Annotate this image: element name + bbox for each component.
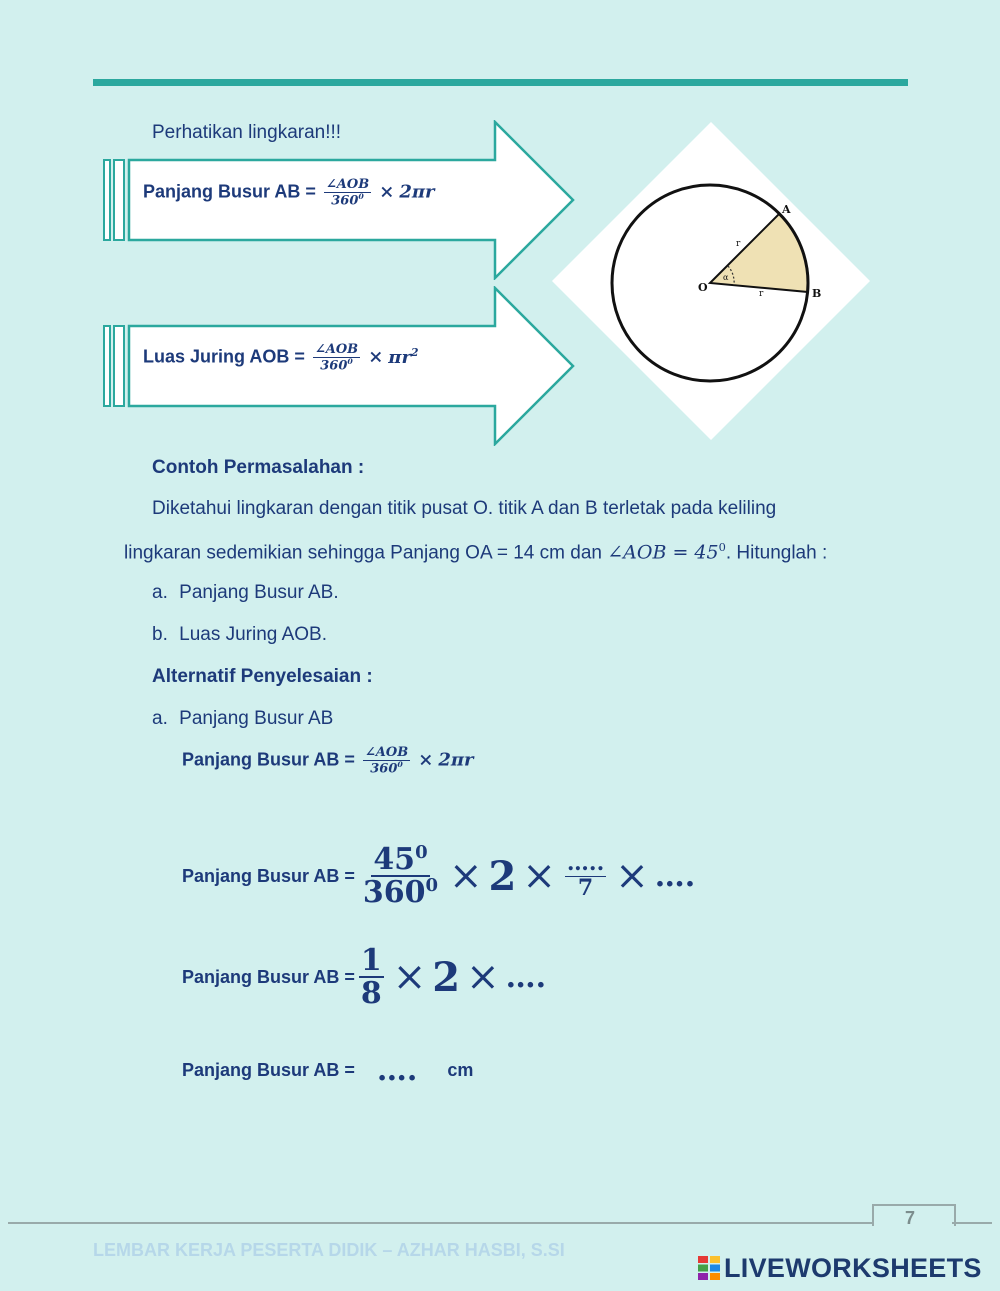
formula-busur-tail: 2πr (399, 181, 435, 203)
label-a: A (782, 203, 791, 216)
step-2-num: 45 (373, 841, 416, 877)
step-2-frac-num[interactable]: ….. (566, 850, 605, 877)
step-2-two: 2 (488, 852, 517, 900)
label-alpha: α (723, 273, 729, 282)
problem-line-2-post: . Hitunglah : (725, 542, 828, 564)
step-3-label: Panjang Busur AB = (182, 966, 355, 987)
example-heading: Contoh Permasalahan : (152, 457, 365, 478)
formula-busur-den: 360 (331, 192, 359, 208)
step-2-frac-den: 7 (577, 874, 594, 901)
step-1-times: × (418, 749, 434, 771)
step-4-label: Panjang Busur AB = (182, 1060, 355, 1080)
formula-juring-tail: πr (388, 346, 411, 368)
liveworksheets-logo-text: LIVEWORKSHEETS (724, 1253, 982, 1283)
step-2-times-2: × (522, 853, 556, 899)
solution-a-marker: a. (152, 708, 168, 729)
footer-line (8, 1222, 872, 1224)
step-1-den: 360 (370, 760, 398, 776)
formula-busur (143, 178, 435, 208)
solution-step-2 (182, 826, 695, 926)
solution-step-1 (182, 746, 474, 776)
formula-busur-num: ∠AOB (325, 177, 370, 192)
solution-step-3 (182, 932, 546, 1022)
label-o: O (698, 281, 708, 294)
formula-juring-times: × (368, 346, 384, 368)
step-3-blank[interactable]: …. (505, 959, 547, 995)
liveworksheets-badge-icon (698, 1256, 720, 1280)
step-4-blank[interactable]: …. (376, 1053, 418, 1088)
problem-line-2-pre: lingkaran sedemikian sehingga Panjang OA = 14 cm dan (124, 542, 608, 564)
step-3-times-1: × (392, 954, 427, 1000)
step-3-two: 2 (432, 953, 461, 1001)
step-1-den-exp: 0 (397, 759, 403, 769)
question-a-marker: a. (152, 582, 168, 603)
formula-juring-num: ∠AOB (314, 342, 359, 357)
question-b (152, 624, 327, 646)
footer-text: LEMBAR KERJA PESERTA DIDIK – AZHAR HASBI, S.SI (93, 1240, 565, 1260)
step-1-tail: 2πr (438, 749, 474, 771)
solution-a-text: Panjang Busur AB (179, 708, 334, 729)
step-2-label: Panjang Busur AB = (182, 865, 355, 886)
formula-busur-times: × (379, 181, 395, 203)
step-2-times-3: × (615, 853, 649, 899)
label-r-lower: r (759, 289, 764, 299)
step-2-times-1: × (449, 853, 483, 899)
step-4-unit: cm (447, 1060, 474, 1080)
formula-juring (143, 343, 418, 373)
page-number-line (952, 1222, 992, 1224)
question-b-text: Luas Juring AOB. (179, 624, 328, 645)
step-1-num: ∠AOB (364, 745, 409, 760)
step-3-times-2: × (466, 954, 500, 1000)
solution-a (152, 708, 333, 730)
question-b-marker: b. (152, 624, 168, 645)
intro-text: Perhatikan lingkaran!!! (152, 122, 342, 143)
step-3-num: 1 (360, 942, 382, 978)
formula-juring-tail-exp: 2 (410, 345, 419, 359)
solution-heading: Alternatif Penyelesaian : (152, 666, 373, 687)
problem-line-2 (124, 540, 827, 564)
formula-juring-label: Luas Juring AOB = (143, 346, 305, 367)
liveworksheets-logo[interactable] (698, 1253, 982, 1284)
page-number: 7 (905, 1208, 916, 1228)
formula-juring-den: 360 (320, 357, 348, 373)
question-a-text: Panjang Busur AB. (179, 582, 339, 603)
question-a (152, 582, 339, 604)
formula-juring-den-exp: 0 (347, 356, 353, 366)
step-2-den: 360 (362, 875, 426, 910)
header-bar (93, 79, 908, 86)
problem-line-1: Diketahui lingkaran dengan titik pusat O. titik A dan B terletak pada keliling (152, 498, 777, 519)
circle-diagram (550, 120, 872, 442)
label-r-upper: r (736, 239, 741, 249)
step-2-blank[interactable]: …. (654, 858, 696, 894)
solution-step-4 (182, 1053, 473, 1088)
formula-busur-label: Panjang Busur AB = (143, 181, 316, 202)
label-b: B (812, 287, 822, 300)
formula-busur-den-exp: 0 (358, 191, 364, 201)
step-3-den: 8 (360, 976, 382, 1011)
step-2-den-exp: 0 (425, 875, 439, 896)
problem-angle: ∠AOB = 45 (607, 541, 719, 564)
step-1-label: Panjang Busur AB = (182, 749, 355, 770)
step-2-num-exp: 0 (415, 841, 428, 863)
problem-angle-exp: 0 (718, 540, 726, 554)
